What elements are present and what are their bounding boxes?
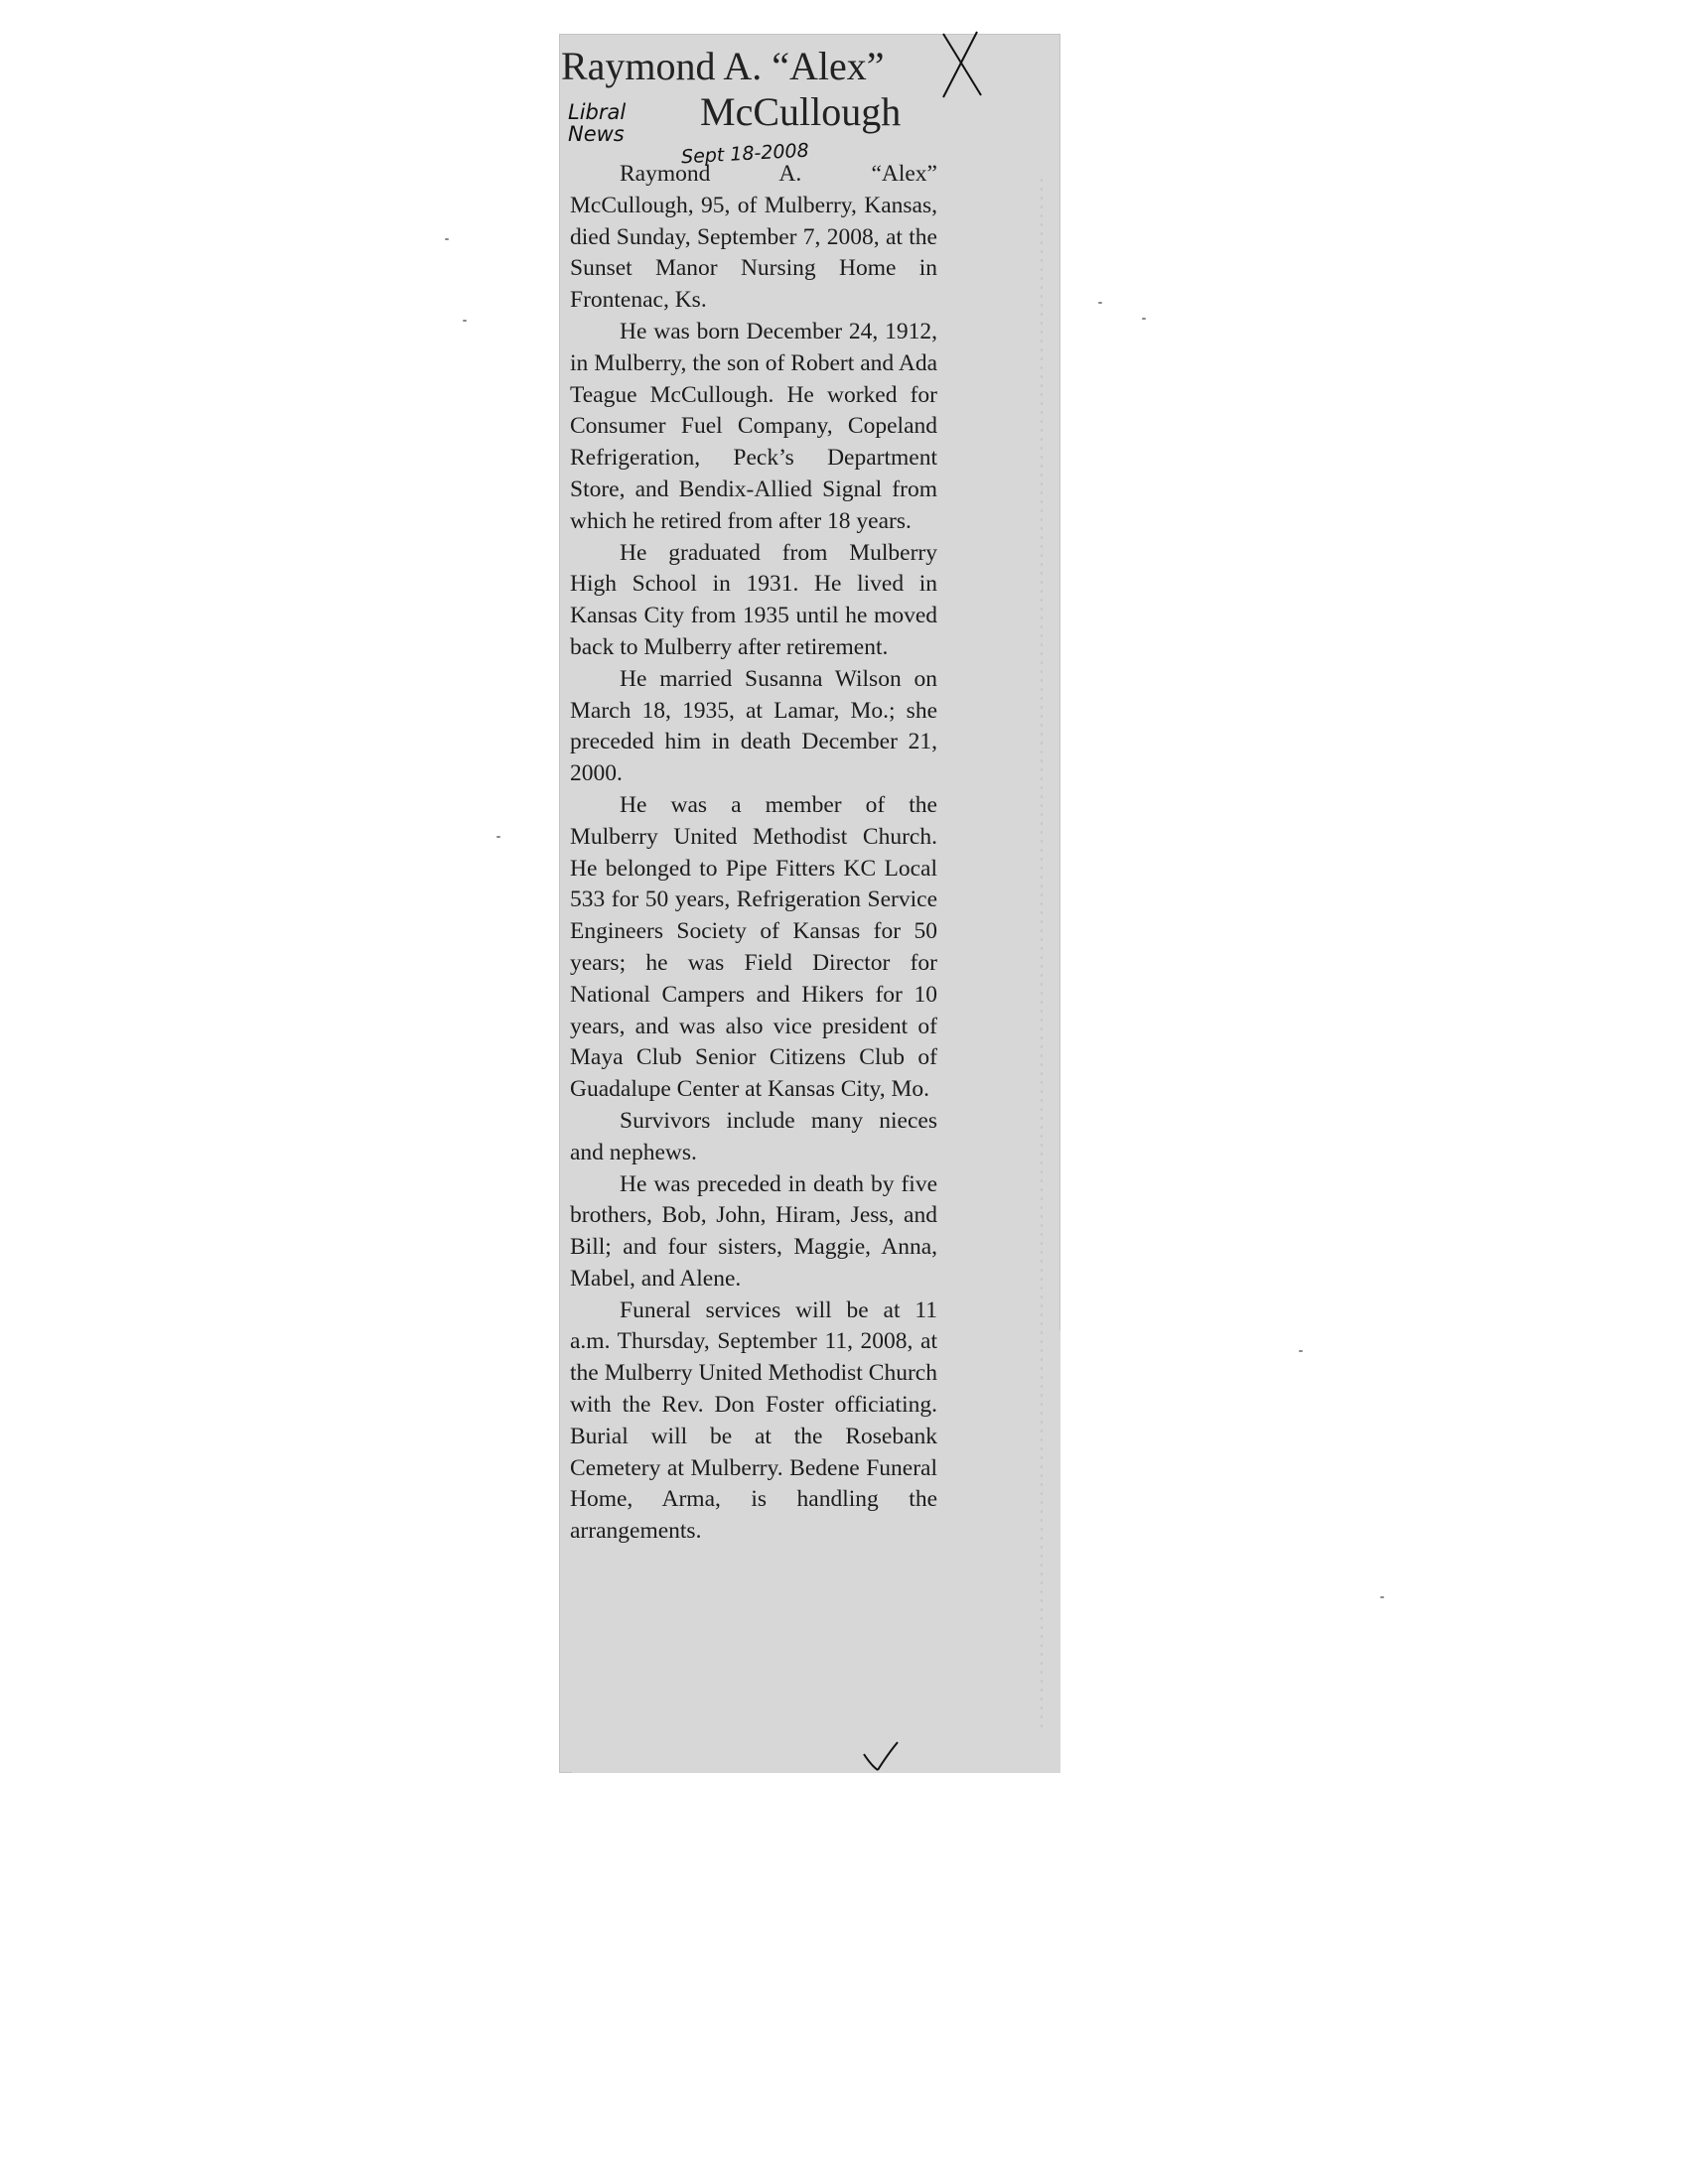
obituary-paragraph: He was preceded in death by five brothers, Bob, John, Hiram, Jess, and Bill; and four sisters, Maggie, Anna, Mabel, and Alene. — [570, 1170, 937, 1292]
headline-name: Raymond A. “Alex” — [561, 44, 885, 88]
obituary-paragraph: Funeral services will be at 11 a.m. Thursday, September 11, 2008, at the Mulberry United Methodist Church with the Rev. Don Foster officiating. Burial will be at the Rosebank Cemetery at Mulberry. Bedene Funeral Home, Arma, is handling the arrangements. — [570, 1297, 937, 1545]
scan-speck — [1142, 318, 1146, 320]
handwritten-paper-name — [568, 101, 626, 145]
handwritten-date: Sept 18-2008 — [680, 139, 810, 169]
scan-speck — [1380, 1596, 1384, 1598]
obituary-paragraph: He was a member of the Mulberry United Methodist Church. He belonged to Pipe Fitters KC Local 533 for 50 years, Refrigeration Service Engineers Society of Kansas for 50 years; he was Field Director for National Campers and Hikers for 10 years, and was also vice president of Maya Club Senior Citizens Club of Guadalupe Center at Kansas City, Mo. — [570, 791, 937, 1103]
obituary-paragraph: He married Susanna Wilson on March 18, 1935, at Lamar, Mo.; she preceded him in death December 21, 2000. — [570, 665, 937, 787]
obituary-paragraph: Survivors include many nieces and nephews. — [570, 1107, 937, 1165]
handwritten-paper-line: Libral — [568, 100, 627, 124]
obituary-paragraph: He was born December 24, 1912, in Mulberry, the son of Robert and Ada Teague McCullough. He worked for Consumer Fuel Company, Copeland Refrigeration, Peck’s Department Store, and Bendix-Allied Signal from which he retired from after 18 years. — [570, 318, 937, 534]
paper-fold-line — [1041, 179, 1043, 1727]
handwritten-paper-line: News — [568, 122, 625, 146]
scan-speck — [1098, 302, 1102, 304]
handwritten-check-mark-icon — [862, 1740, 904, 1774]
scan-speck — [445, 238, 449, 240]
headline-surname: McCullough — [700, 89, 902, 134]
obituary-body — [570, 159, 937, 1548]
obituary-paragraph: Raymond A. “Alex” McCullough, 95, of Mulberry, Kansas, died Sunday, September 7, 2008, at the Sunset Manor Nursing Home in Frontenac, Ks. — [570, 161, 937, 314]
scan-speck — [463, 320, 467, 322]
scan-speck — [496, 836, 500, 838]
obituary-paragraph: He graduated from Mulberry High School in 1931. He lived in Kansas City from 1935 until he moved back to Mulberry after retirement. — [570, 539, 937, 660]
handwritten-x-mark-icon — [939, 30, 985, 101]
scan-speck — [1299, 1350, 1303, 1352]
